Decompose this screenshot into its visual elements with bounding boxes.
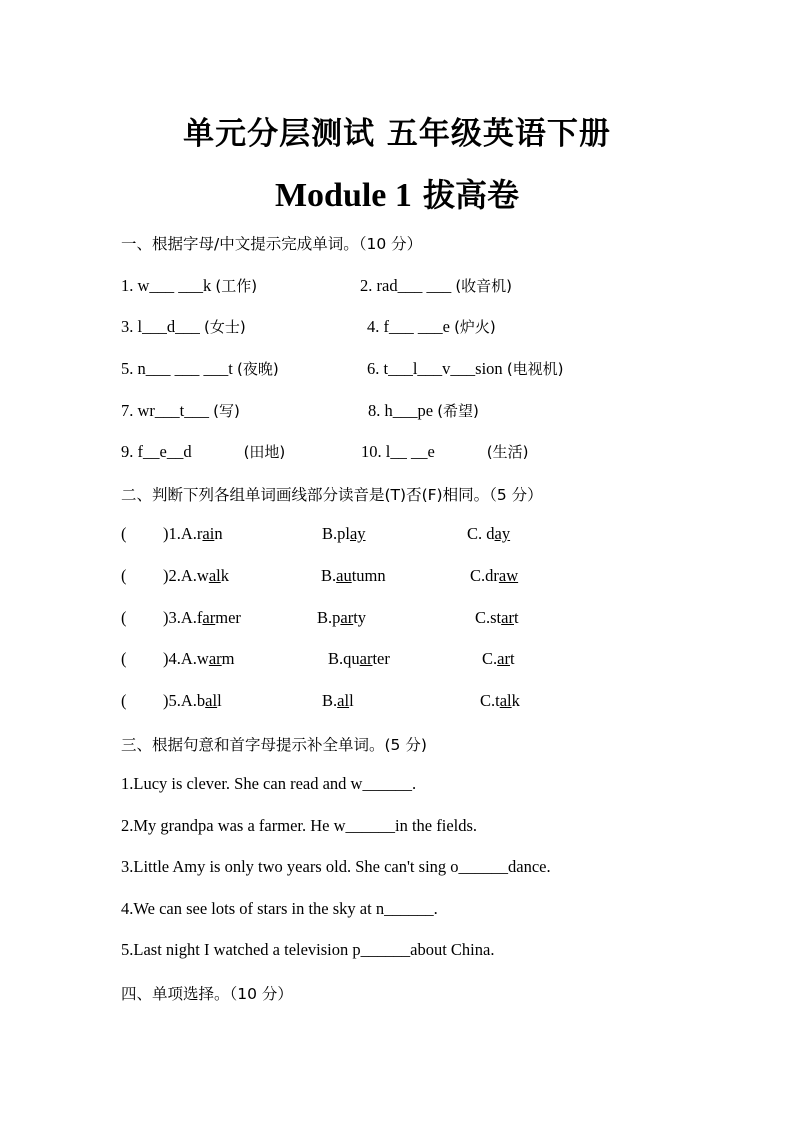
answer-paren: ( xyxy=(121,566,127,585)
part1-item: 3. l___d___ (女士) xyxy=(121,317,246,336)
subtitle-level: 拔高卷 xyxy=(423,176,520,214)
part2-option-a: )2.A.walk xyxy=(163,566,230,585)
section-2-heading: 二、判断下列各组单词画线部分读音是(T)否(F)相同。（5 分） xyxy=(121,486,543,504)
part1-item: 10. l__ __e (生活) xyxy=(361,442,529,461)
answer-paren: ( xyxy=(121,649,127,668)
section-1-heading: 一、根据字母/中文提示完成单词。（10 分） xyxy=(121,235,423,253)
part2-option-c: C.draw xyxy=(470,566,519,585)
part2-option-c: C.art xyxy=(482,649,515,668)
part1-item: 1. w___ ___k (工作) xyxy=(121,276,258,295)
worksheet-subtitle xyxy=(0,170,794,216)
part2-option-b: B.play xyxy=(322,524,366,543)
part2-option-a: )5.A.ball xyxy=(163,691,222,710)
part2-option-a: )4.A.warm xyxy=(163,649,235,668)
part1-item: 5. n___ ___ ___t (夜晚) xyxy=(121,359,279,378)
part2-option-b: B.autumn xyxy=(321,566,386,585)
section-3-heading: 三、根据句意和首字母提示补全单词。(5 分) xyxy=(121,736,427,754)
part2-option-b: B.all xyxy=(322,691,354,710)
part2-option-c: C. day xyxy=(467,524,511,543)
answer-paren: ( xyxy=(121,691,127,710)
part3-sentence: 4.We can see lots of stars in the sky at n______. xyxy=(121,899,438,918)
part2-option-a: )3.A.farmer xyxy=(163,608,241,627)
part3-sentence: 5.Last night I watched a television p______about China. xyxy=(121,940,495,959)
part3-sentence: 3.Little Amy is only two years old. She can't sing o______dance. xyxy=(121,857,551,876)
part1-item: 4. f___ ___e (炉火) xyxy=(367,317,496,336)
part2-option-b: B.quarter xyxy=(328,649,390,668)
part1-item: 7. wr___t___ (写) xyxy=(121,401,240,420)
part1-item: 6. t___l___v___sion (电视机) xyxy=(367,359,564,378)
part2-option-a: )1.A.rain xyxy=(163,524,223,543)
part1-item: 8. h___pe (希望) xyxy=(368,401,479,420)
part3-sentence: 2.My grandpa was a farmer. He w______in the fields. xyxy=(121,816,478,835)
worksheet-title: 单元分层测试 五年级英语下册 xyxy=(183,116,611,152)
part1-item: 9. f__e__d (田地) xyxy=(121,442,286,461)
part3-sentence: 1.Lucy is clever. She can read and w______. xyxy=(121,774,417,793)
subtitle-module: Module 1 xyxy=(274,177,412,214)
part1-item: 2. rad___ ___ (收音机) xyxy=(360,276,513,295)
part2-option-c: C.talk xyxy=(480,691,520,710)
part2-option-c: C.start xyxy=(475,608,519,627)
answer-paren: ( xyxy=(121,524,127,543)
section-4-heading: 四、单项选择。（10 分） xyxy=(121,985,293,1003)
part2-option-b: B.party xyxy=(317,608,367,627)
answer-paren: ( xyxy=(121,608,127,627)
